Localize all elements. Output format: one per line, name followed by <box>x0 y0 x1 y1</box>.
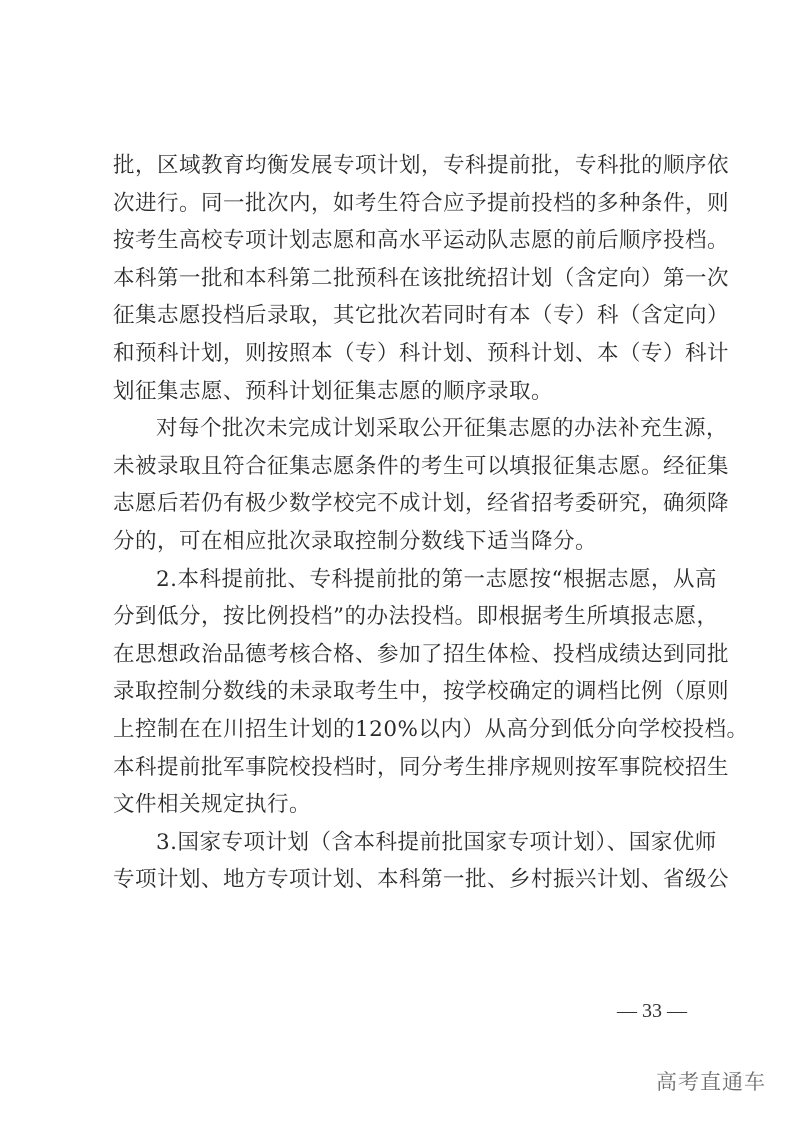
text-line: 分的，可在相应批次录取控制分数线下适当降分。 <box>113 528 598 554</box>
text-line: 专项计划、地方专项计划、本科第一批、乡村振兴计划、省级公 <box>113 867 730 893</box>
text-line: 在思想政治品德考核合格、参加了招生体检、投档成绩达到同批 <box>113 641 730 667</box>
text-line: 文件相关规定执行。 <box>113 792 312 818</box>
text-line: 2.本科提前批、专科提前批的第一志愿按“根据志愿，从高 <box>156 566 718 592</box>
text-line: 本科第一批和本科第二批预科在该批统招计划（含定向）第一次 <box>113 265 730 291</box>
text-line: 划征集志愿、预科计划征集志愿的顺序录取。 <box>113 378 554 404</box>
text-line: 次进行。同一批次内，如考生符合应予提前投档的多种条件，则 <box>113 190 730 216</box>
page-number: — 33 — <box>617 1000 687 1022</box>
text-line: 本科提前批军事院校投档时，同分考生排序规则按军事院校招生 <box>113 754 730 780</box>
text-line: 对每个批次未完成计划采取公开征集志愿的办法补充生源， <box>156 416 729 442</box>
text-line: 上控制在在川招生计划的120%以内）从高分到低分向学校投档。 <box>113 716 749 742</box>
body-text <box>113 147 749 899</box>
text-line: 分到低分，按比例投档”的办法投档。即根据考生所填报志愿， <box>113 604 719 630</box>
text-line: 录取控制分数线的未录取考生中，按学校确定的调档比例（原则 <box>113 679 730 705</box>
watermark: 高考直通车 <box>656 1070 766 1094</box>
text-line: 志愿后若仍有极少数学校完不成计划，经省招考委研究，确须降 <box>113 491 730 517</box>
text-line: 征集志愿投档后录取，其它批次若同时有本（专）科（含定向） <box>113 303 730 329</box>
text-line: 3.国家专项计划（含本科提前批国家专项计划）、国家优师 <box>156 829 717 855</box>
text-line: 按考生高校专项计划志愿和高水平运动队志愿的前后顺序投档。 <box>113 228 730 254</box>
text-line: 和预科计划，则按照本（专）科计划、预科计划、本（专）科计 <box>113 340 730 366</box>
text-line: 未被录取且符合征集志愿条件的考生可以填报征集志愿。经征集 <box>113 453 730 479</box>
text-line: 批，区域教育均衡发展专项计划，专科提前批，专科批的顺序依 <box>113 153 730 178</box>
